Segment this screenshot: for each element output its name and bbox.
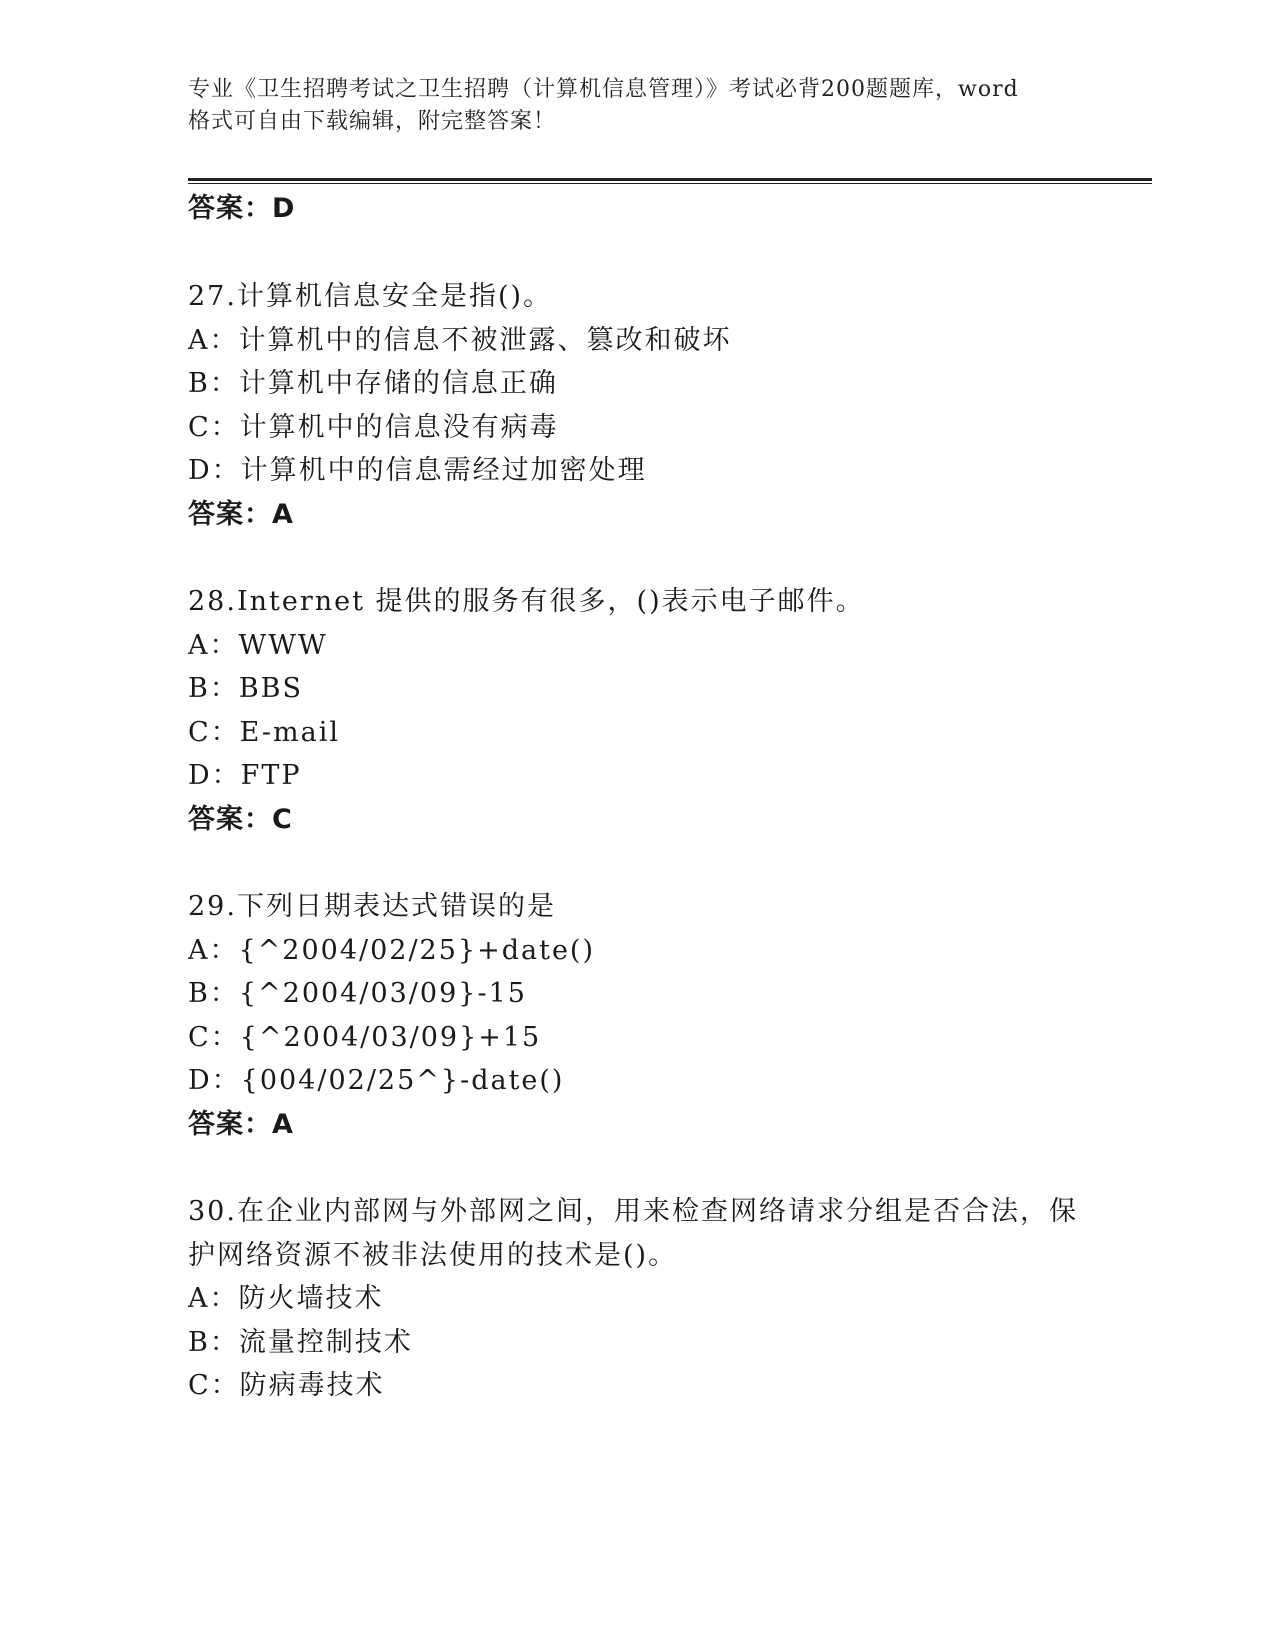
question-30-option-b: B：流量控制技术: [188, 1327, 413, 1358]
question-28-option-c: C：E-mail: [188, 717, 340, 748]
question-27-option-d: D：计算机中的信息需经过加密处理: [188, 455, 647, 486]
header-line-2: 格式可自由下载编辑，附完整答案！: [188, 109, 557, 134]
question-29-text: 29.下列日期表达式错误的是: [188, 891, 556, 922]
question-28-answer: 答案：C: [188, 804, 293, 835]
question-30-option-a: A：防火墙技术: [188, 1283, 384, 1314]
question-27-text: 27.计算机信息安全是指()。: [188, 281, 553, 312]
question-30-option-c: C：防病毒技术: [188, 1370, 385, 1401]
question-28-option-b: B：BBS: [188, 673, 304, 704]
question-30-text-line-2: 护网络资源不被非法使用的技术是()。: [188, 1240, 678, 1271]
question-27-option-b: B：计算机中存储的信息正确: [188, 368, 558, 399]
question-29-option-c: C：{^2004/03/09}+15: [188, 1022, 542, 1053]
header-divider-thin: [188, 183, 1152, 184]
question-28-option-a: A：WWW: [188, 630, 328, 661]
question-29-option-b: B：{^2004/03/09}-15: [188, 978, 527, 1009]
question-28-option-d: D：FTP: [188, 760, 302, 791]
header-divider: [188, 178, 1152, 181]
document-header: [188, 74, 1088, 138]
question-28-text: 28.Internet 提供的服务有很多，()表示电子邮件。: [188, 586, 865, 617]
question-29-option-a: A：{^2004/02/25}+date(): [188, 935, 595, 966]
question-27-option-c: C：计算机中的信息没有病毒: [188, 412, 559, 443]
question-29-option-d: D：{004/02/25^}-date(): [188, 1065, 565, 1096]
previous-answer: 答案：D: [188, 193, 296, 224]
question-27-option-a: A：计算机中的信息不被泄露、篡改和破坏: [188, 325, 732, 356]
question-30-text-line-1: 30.在企业内部网与外部网之间，用来检查网络请求分组是否合法，保: [188, 1196, 1078, 1227]
question-27-answer: 答案：A: [188, 499, 294, 530]
question-29-answer: 答案：A: [188, 1109, 294, 1140]
header-line-1: 专业《卫生招聘考试之卫生招聘（计算机信息管理）》考试必背200题题库，word: [188, 77, 1019, 102]
